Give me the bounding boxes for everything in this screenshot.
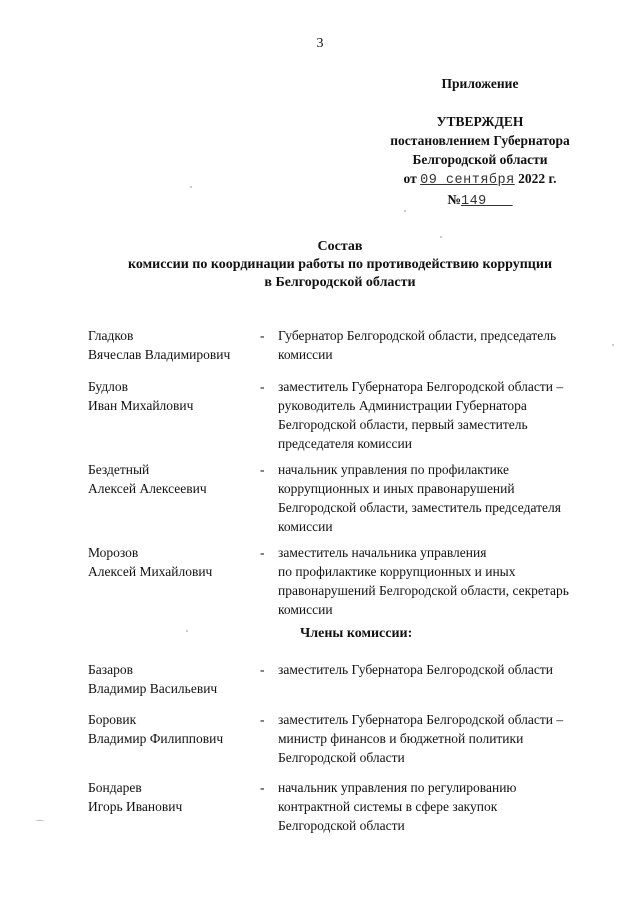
member-dash: - bbox=[260, 379, 265, 394]
scan-speck bbox=[612, 344, 614, 346]
role-line: комиссии bbox=[278, 347, 333, 362]
member-given-names: Иван Михайлович bbox=[88, 398, 194, 413]
role-line: по профилактике коррупционных и иных bbox=[278, 564, 516, 579]
scan-speck bbox=[440, 236, 442, 238]
date-suffix: 2022 г. bbox=[518, 171, 557, 186]
member-name bbox=[88, 710, 256, 748]
member-given-names: Владимир Филиппович bbox=[88, 731, 224, 746]
role-line: контрактной системы в сфере закупок bbox=[278, 799, 498, 814]
member-name bbox=[88, 377, 256, 415]
member-name bbox=[88, 543, 256, 581]
page-number: 3 bbox=[316, 36, 324, 51]
approval-stamp bbox=[360, 74, 600, 211]
approval-date bbox=[360, 169, 600, 190]
number-handwritten: 149 bbox=[460, 194, 487, 209]
role-line: Белгородской области bbox=[278, 750, 405, 765]
date-prefix: от bbox=[403, 171, 417, 186]
title-line-2: комиссии по координации работы по противодействию коррупции bbox=[127, 257, 553, 272]
role-line: начальник управления по профилактике bbox=[278, 462, 510, 477]
role-line: комиссии bbox=[278, 519, 333, 534]
member-dash: - bbox=[260, 328, 265, 343]
member-given-names: Игорь Иванович bbox=[88, 799, 183, 814]
approval-line-2: Белгородской области bbox=[412, 152, 548, 167]
member-role bbox=[278, 710, 586, 767]
member-role bbox=[278, 543, 586, 619]
member-name bbox=[88, 326, 256, 364]
member-surname: Бездетный bbox=[88, 462, 150, 477]
member-surname: Боровик bbox=[88, 712, 137, 727]
role-line: председателя комиссии bbox=[278, 436, 412, 451]
title-line-3: в Белгородской области bbox=[264, 275, 416, 290]
role-line: комиссии bbox=[278, 602, 333, 617]
role-line: Белгородской области bbox=[278, 818, 405, 833]
date-handwritten: 09 сентября bbox=[420, 173, 515, 188]
member-dash: - bbox=[260, 545, 265, 560]
role-line: правонарушений Белгородской области, секретарь bbox=[278, 583, 569, 598]
scan-speck bbox=[186, 630, 188, 632]
role-line: Белгородской области, заместитель председателя bbox=[278, 500, 561, 515]
scan-speck bbox=[190, 186, 192, 188]
member-surname: Базаров bbox=[88, 662, 133, 677]
member-name bbox=[88, 460, 256, 498]
member-role bbox=[278, 660, 586, 679]
member-dash: - bbox=[260, 780, 265, 795]
role-line: заместитель Губернатора Белгородской области – bbox=[278, 712, 564, 727]
members-section-heading: Члены комиссии: bbox=[300, 626, 413, 641]
member-role bbox=[278, 377, 586, 453]
role-line: руководитель Администрации Губернатора bbox=[278, 398, 527, 413]
member-dash: - bbox=[260, 662, 265, 677]
role-line: начальник управления по регулированию bbox=[278, 780, 517, 795]
number-prefix: № bbox=[447, 192, 461, 207]
member-dash: - bbox=[260, 462, 265, 477]
member-role bbox=[278, 778, 586, 835]
member-name bbox=[88, 778, 256, 816]
approval-line-1: постановлением Губернатора bbox=[390, 133, 570, 148]
role-line: министр финансов и бюджетной политики bbox=[278, 731, 524, 746]
scan-speck bbox=[404, 210, 406, 212]
scan-speck bbox=[36, 820, 44, 821]
role-line: заместитель Губернатора Белгородской области bbox=[278, 662, 553, 677]
approved-label: УТВЕРЖДЕН bbox=[436, 114, 524, 129]
member-name bbox=[88, 660, 256, 698]
member-given-names: Алексей Михайлович bbox=[88, 564, 213, 579]
document-title bbox=[60, 238, 620, 292]
appendix-label: Приложение bbox=[441, 76, 519, 91]
member-role bbox=[278, 326, 586, 364]
role-line: коррупционных и иных правонарушений bbox=[278, 481, 515, 496]
title-line-1: Состав bbox=[317, 239, 363, 254]
member-surname: Бондарев bbox=[88, 780, 142, 795]
role-line: заместитель Губернатора Белгородской области – bbox=[278, 379, 564, 394]
member-given-names: Алексей Алексеевич bbox=[88, 481, 207, 496]
role-line: Белгородской области, первый заместитель bbox=[278, 417, 528, 432]
member-given-names: Вячеслав Владимирович bbox=[88, 347, 231, 362]
member-given-names: Владимир Васильевич bbox=[88, 681, 218, 696]
role-line: заместитель начальника управления bbox=[278, 545, 487, 560]
member-role bbox=[278, 460, 586, 536]
member-surname: Гладков bbox=[88, 328, 134, 343]
member-dash: - bbox=[260, 712, 265, 727]
role-line: Губернатор Белгородской области, председатель bbox=[278, 328, 557, 343]
member-surname: Будлов bbox=[88, 379, 129, 394]
approval-number bbox=[360, 190, 600, 211]
member-surname: Морозов bbox=[88, 545, 139, 560]
